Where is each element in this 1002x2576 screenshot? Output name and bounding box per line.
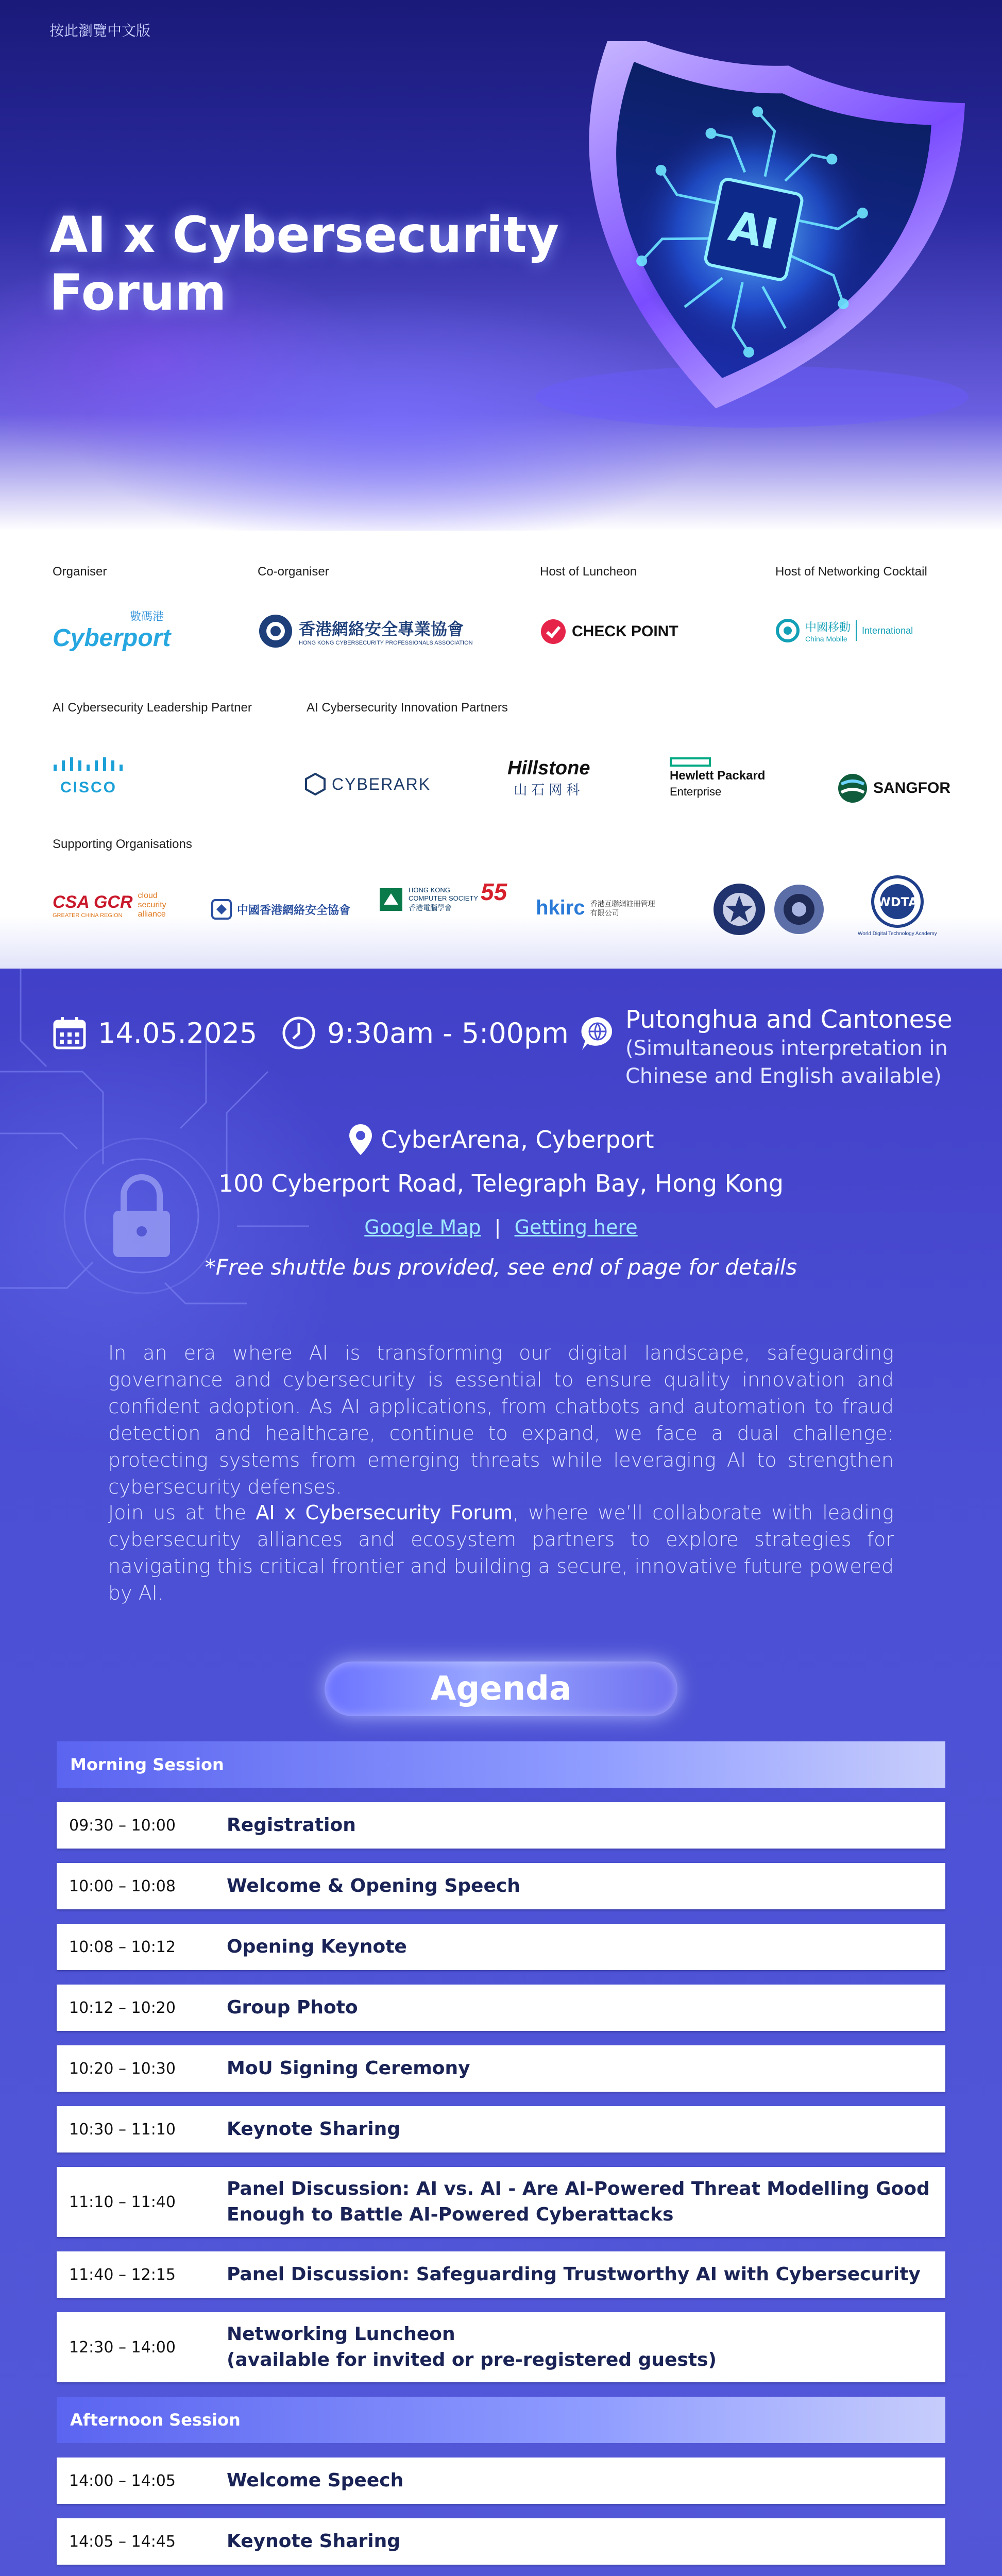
language-text: Putonghua and Cantonese bbox=[625, 1005, 953, 1034]
calendar-icon bbox=[52, 1015, 88, 1051]
sponsor-section bbox=[0, 531, 1002, 984]
ai-shield-illustration bbox=[525, 41, 979, 433]
getting-here-link[interactable]: Getting here bbox=[514, 1216, 638, 1239]
hero-title-line2: Forum bbox=[49, 264, 227, 321]
cyberark-icon bbox=[304, 773, 327, 795]
wdta-emblem-icon bbox=[869, 873, 926, 930]
interpretation-line1: (Simultaneous interpretation in bbox=[625, 1037, 948, 1060]
cocktail-host-label: Host of Networking Cocktail bbox=[775, 565, 927, 579]
main-content bbox=[0, 969, 1002, 2576]
event-date bbox=[52, 1015, 257, 1051]
hpe-rect-icon bbox=[670, 757, 711, 767]
address-text: 100 Cyberport Road, Telegraph Bay, Hong Kong bbox=[218, 1170, 784, 1197]
sangfor-icon bbox=[837, 773, 868, 804]
hillstone-logo[interactable]: Hillstone 山石网科 bbox=[507, 757, 590, 798]
afternoon-session-header: Afternoon Session bbox=[57, 2397, 945, 2443]
cyber-security-badge-icon bbox=[771, 881, 827, 938]
hkcs-logo[interactable]: HONG KONG COMPUTER SOCIETY 香港電腦學會 55 bbox=[379, 886, 507, 913]
agenda-row: 10:08 – 10:12 Opening Keynote bbox=[57, 1924, 945, 1970]
hero-title-line1: AI x Cybersecurity bbox=[49, 206, 559, 264]
hk-cyber-assoc-logo[interactable]: 中國香港網絡安全協會 bbox=[211, 899, 350, 920]
checkpoint-logo[interactable]: CHECK POINT bbox=[540, 618, 678, 645]
location-pin-icon bbox=[348, 1123, 373, 1156]
organiser-label: Organiser bbox=[53, 565, 107, 579]
agenda-row: 14:05 – 14:45 Keynote Sharing bbox=[57, 2518, 945, 2565]
morning-session-header: Morning Session bbox=[57, 1741, 945, 1788]
agenda-row: 11:40 – 12:15 Panel Discussion: Safeguarding Trustworthy AI with Cybersecurity bbox=[57, 2251, 945, 2298]
hero-banner bbox=[0, 0, 1002, 531]
cisco-logo[interactable]: CISCO bbox=[53, 757, 125, 796]
date-text: 14.05.2025 bbox=[98, 1016, 258, 1049]
agenda-row: 10:20 – 10:30 MoU Signing Ceremony bbox=[57, 2045, 945, 2092]
supporting-orgs-label: Supporting Organisations bbox=[53, 837, 192, 851]
intro-paragraph-1: In an era where AI is transforming our digital landscape, safeguarding governance and cybersecurity is essential to ensure quality innovation and confident adoption. As AI applications, from chatbots and automation to fraud detection and healthcare, continue to expand, we face a dual challenge: protecting systems from emerging threats while leveraging AI to strengthen cybersecurity defenses. bbox=[108, 1342, 894, 1498]
police-badge-icon bbox=[711, 881, 768, 938]
hkcspa-logo[interactable]: 香港網絡安全專業協會 HONG KONG CYBERSECURITY PROFESSIONALS ASSOCIATION bbox=[258, 613, 473, 649]
agenda-row: 10:12 – 10:20 Group Photo bbox=[57, 1985, 945, 2031]
luncheon-host-label: Host of Luncheon bbox=[540, 565, 637, 579]
china-mobile-logo[interactable]: 中國移動 China Mobile International bbox=[775, 618, 913, 643]
venue-links bbox=[0, 1216, 1002, 1239]
agenda-row: 09:30 – 10:00 Registration bbox=[57, 1802, 945, 1849]
hkirc-logo[interactable]: hkirc 香港互聯網註冊管理有限公司 bbox=[536, 896, 655, 919]
interpretation-line2: Chinese and English available) bbox=[625, 1064, 942, 1088]
hpe-logo[interactable]: Hewlett Packard Enterprise bbox=[670, 757, 765, 799]
svg-text:WDTA: WDTA bbox=[877, 895, 918, 909]
cisco-bars-icon bbox=[53, 757, 125, 776]
venue-text: CyberArena, Cyberport bbox=[381, 1126, 654, 1154]
police-badges-logo[interactable] bbox=[711, 881, 827, 938]
event-time bbox=[281, 1015, 569, 1051]
checkpoint-icon bbox=[540, 618, 567, 645]
chinese-version-link[interactable]: 按此瀏覽中文版 bbox=[49, 22, 151, 39]
agenda-table bbox=[57, 1741, 945, 2576]
cyberark-logo[interactable]: CYBERARK bbox=[304, 773, 431, 795]
co-organiser-label: Co-organiser bbox=[258, 565, 329, 579]
hero-title bbox=[49, 206, 590, 321]
google-map-link[interactable]: Google Map bbox=[364, 1216, 481, 1239]
shield-ai-text: AI bbox=[724, 201, 783, 260]
forum-name-bold: AI x Cybersecurity Forum bbox=[256, 1501, 513, 1524]
leadership-partner-label: AI Cybersecurity Leadership Partner bbox=[53, 701, 252, 715]
innovation-partners-label: AI Cybersecurity Innovation Partners bbox=[307, 701, 508, 715]
agenda-title: Agenda bbox=[325, 1662, 677, 1716]
link-separator: | bbox=[494, 1216, 501, 1239]
hkcs-icon bbox=[379, 887, 403, 912]
shuttle-note: *Free shuttle bus provided, see end of page for details bbox=[205, 1255, 797, 1280]
venue-row bbox=[0, 1123, 1002, 1156]
clock-icon bbox=[281, 1015, 317, 1051]
csa-gcr-logo[interactable]: CSA GCR GREATER CHINA REGION cloud security alliance bbox=[53, 891, 166, 919]
agenda-row: 10:30 – 11:10 Keynote Sharing bbox=[57, 2106, 945, 2153]
wdta-logo[interactable]: WDTA World Digital Technology Academy bbox=[858, 873, 937, 937]
agenda-row: 14:00 – 14:05 Welcome Speech bbox=[57, 2458, 945, 2504]
assoc-emblem-icon bbox=[211, 899, 232, 920]
language-chat-icon bbox=[577, 1013, 618, 1054]
cyberport-logo[interactable]: 數碼港 Cyberport bbox=[53, 610, 171, 652]
event-language bbox=[577, 1005, 953, 1090]
hkcspa-emblem-icon bbox=[258, 613, 294, 649]
sangfor-logo[interactable]: SANGFOR bbox=[837, 773, 950, 804]
time-text: 9:30am - 5:00pm bbox=[327, 1016, 569, 1049]
intro-paragraph-2: Join us at the AI x Cybersecurity Forum, where we’ll collaborate with leading cybersecurity alliances and ecosystem partners to explore strategies for navigating this critical frontier and building a secure, innovative future powered by AI. bbox=[108, 1501, 894, 1604]
china-mobile-icon bbox=[775, 618, 800, 643]
agenda-row: 12:30 – 14:00 Networking Luncheon (available for invited or pre-registered guests) bbox=[57, 2312, 945, 2382]
agenda-row: 11:10 – 11:40 Panel Discussion: AI vs. AI - Are AI-Powered Threat Modelling Good Enough to Battle AI-Powered Cyberattacks bbox=[57, 2167, 945, 2237]
agenda-row: 10:00 – 10:08 Welcome & Opening Speech bbox=[57, 1863, 945, 1909]
